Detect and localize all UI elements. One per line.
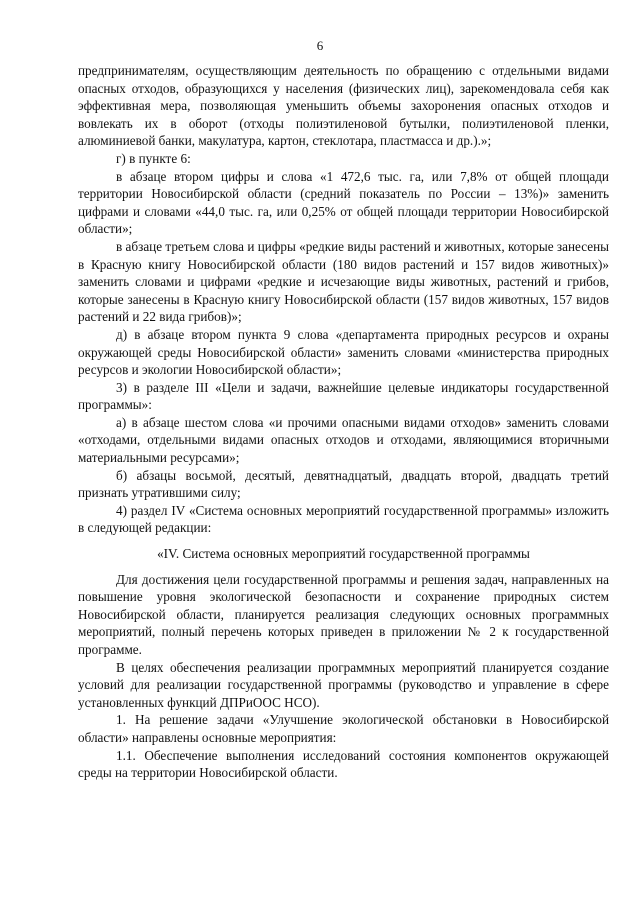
paragraph-item-a: а) в абзаце шестом слова «и прочими опасными видами отходов» заменить словами «отходами, отдельными видами опасных отходов и отходами, являющимися вторичными материальными ресурсами»; xyxy=(78,414,609,466)
paragraph-task-1: 1. На решение задачи «Улучшение экологической обстановки в Новосибирской области» направлены основные мероприятия: xyxy=(78,712,609,745)
section-heading: «IV. Система основных мероприятий государственной программы xyxy=(157,546,530,562)
paragraph-item-d: д) в абзаце втором пункта 9 слова «департамента природных ресурсов и охраны окружающей среды Новосибирской области» заменить словами «министерства природных ресурсов и экологии Новосибирской области»; xyxy=(78,326,609,378)
paragraph-second-abzac: в абзаце втором цифры и слова «1 472,6 тыс. га, или 7,8% от общей площади территории Новосибирской области (средний показатель по России – 13%)» заменить цифрами и словами «44,0 тыс. га, или 0,25% от общей площади территории Новосибирской области»; xyxy=(78,168,609,237)
paragraph-conditions: В целях обеспечения реализации программных мероприятий планируется создание условий для реализации государственной программы (руководство и управление в сфере установленных функций ДПРиООС НСО). xyxy=(78,659,609,710)
paragraph-item-b: б) абзацы восьмой, десятый, девятнадцатый, двадцать второй, двадцать третий признать утратившими силу; xyxy=(78,467,609,501)
paragraph-goal: Для достижения цели государственной программы и решения задач, направленных на повышение уровня экологической безопасности и сохранение природных систем Новосибирской области, планируется реализация следующих основных программных мероприятий, полный перечень которых приведен в приложении № 2 к государственной программе. xyxy=(78,571,609,657)
paragraph-third-abzac: в абзаце третьем слова и цифры «редкие виды растений и животных, которые занесены в Красную книгу Новосибирской области (180 видов растений и 157 видов животных)» заменить словами и цифрами «редкие и исчезающие виды животных, растений и грибов, которые занесены в Красную книгу Новосибирской области (157 видов животных, 157 видов растений и 22 вида грибов)»; xyxy=(78,238,609,325)
paragraph-item-3: 3) в разделе III «Цели и задачи, важнейшие целевые индикаторы государственной программы»: xyxy=(78,379,609,413)
document-body xyxy=(78,62,609,782)
paragraph-item-g: г) в пункте 6: xyxy=(116,150,191,166)
paragraph-task-1-1: 1.1. Обеспечение выполнения исследований состояния компонентов окружающей среды на территории Новосибирской области. xyxy=(78,747,609,781)
paragraph-continuation: предпринимателям, осуществляющим деятельность по обращению с отдельными видами опасных отходов, образующихся у населения (физических лиц), зарекомендовала себя как эффективная мера, позволяющая уменьшить объемы захоронения опасных отходов и вовлекать их в оборот (отходы полиэтиленовой бутылки, полиэтиленовой пленки, алюминиевой банки, макулатура, картон, стеклотара, пластмасса и др.).»; xyxy=(78,63,609,149)
paragraph-item-4: 4) раздел IV «Система основных мероприятий государственной программы» изложить в следующей редакции: xyxy=(78,502,609,536)
page-number: 6 xyxy=(316,38,324,53)
